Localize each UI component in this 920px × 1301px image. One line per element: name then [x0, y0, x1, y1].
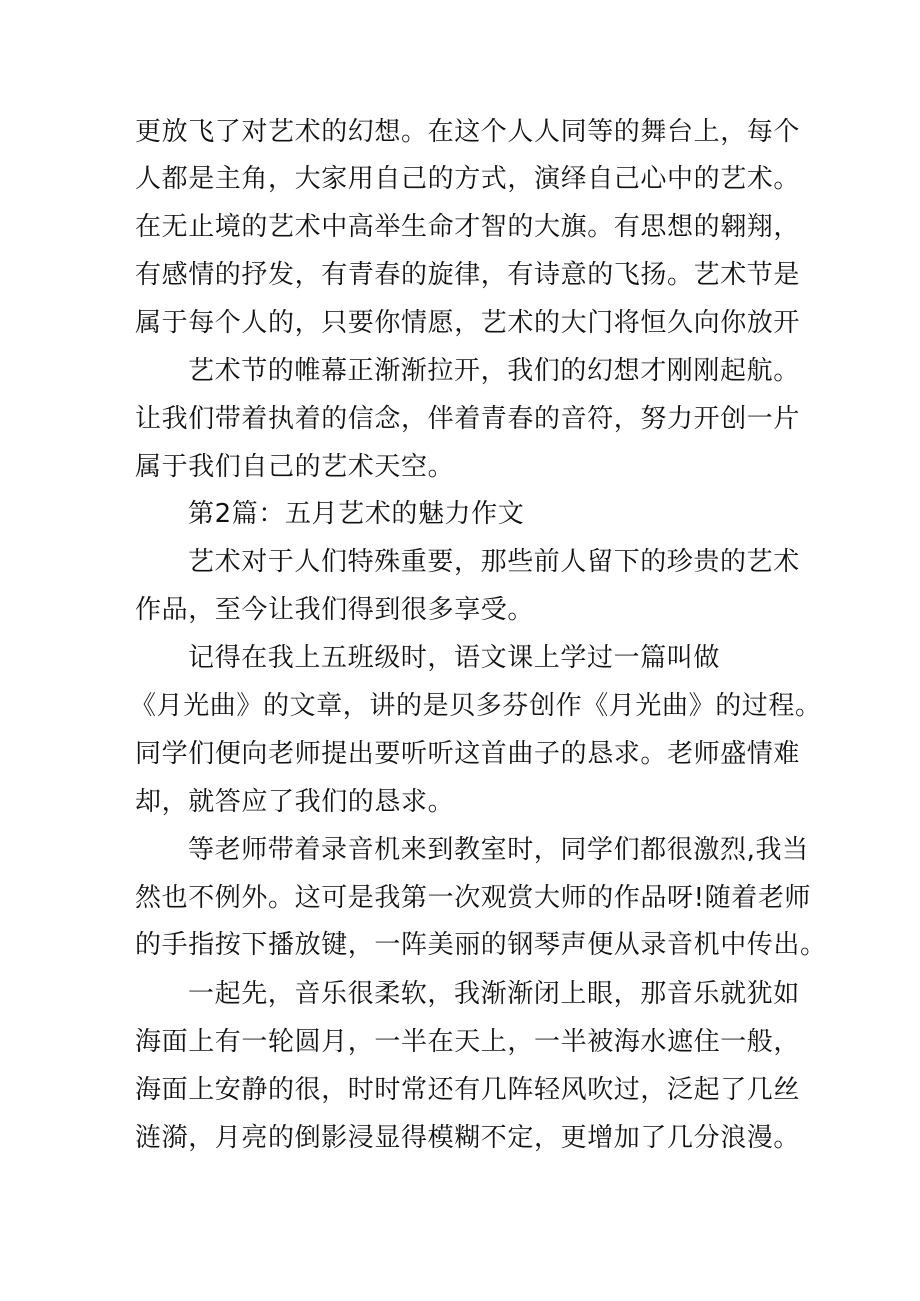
- text-line: 的手指按下播放键，一阵美丽的钢琴声便从录音机中传出。: [135, 930, 827, 960]
- section-heading: 第2篇：五月艺术的魅力作文: [188, 499, 525, 529]
- text-line: 让我们带着执着的信念，伴着青春的音符，努力开创一片: [135, 404, 801, 434]
- text-line: 《月光曲》的文章，讲的是贝多芬创作《月光曲》的过程。: [130, 691, 822, 721]
- text-line: 涟漪，月亮的倒影浸显得模糊不定，更增加了几分浪漫。: [135, 1123, 801, 1153]
- text-line: 海面上安静的很，时时常还有几阵轻风吹过，泛起了几丝: [135, 1075, 801, 1105]
- text-line: 人都是主角，大家用自己的方式，演绎自己心中的艺术。: [135, 164, 801, 194]
- text-line: 在无止境的艺术中高举生命才智的大旗。有思想的翱翔，: [135, 212, 801, 242]
- text-line: 有感情的抒发，有青春的旋律，有诗意的飞扬。艺术节是: [135, 260, 801, 290]
- paragraph-start-line: 艺术节的帷幕正渐渐拉开，我们的幻想才刚刚起航。: [188, 356, 800, 386]
- text-line: 然也不例外。这可是我第一次观赏大师的作品呀!随着老师: [135, 883, 812, 913]
- paragraph-start-line: 艺术对于人们特殊重要，那些前人留下的珍贵的艺术: [188, 547, 800, 577]
- paragraph-start-line: 一起先，音乐很柔软，我渐渐闭上眼，那音乐就犹如: [188, 979, 800, 1009]
- text-line: 海面上有一轮圆月，一半在天上，一半被海水遮住一般，: [135, 1027, 801, 1057]
- text-line: 却，就答应了我们的恳求。: [135, 787, 455, 817]
- text-line: 属于我们自己的艺术天空。: [135, 452, 455, 482]
- paragraph-start-line: 记得在我上五班级时，语文课上学过一篇叫做: [188, 643, 721, 673]
- text-line: 作品，至今让我们得到很多享受。: [135, 595, 535, 625]
- text-line: 更放飞了对艺术的幻想。在这个人人同等的舞台上，每个: [135, 117, 801, 147]
- text-line: 属于每个人的，只要你情愿，艺术的大门将恒久向你放开: [135, 308, 801, 338]
- text-line: 同学们便向老师提出要听听这首曲子的恳求。老师盛情难: [135, 739, 801, 769]
- paragraph-start-line: 等老师带着录音机来到教室时，同学们都很激烈,我当: [188, 835, 809, 865]
